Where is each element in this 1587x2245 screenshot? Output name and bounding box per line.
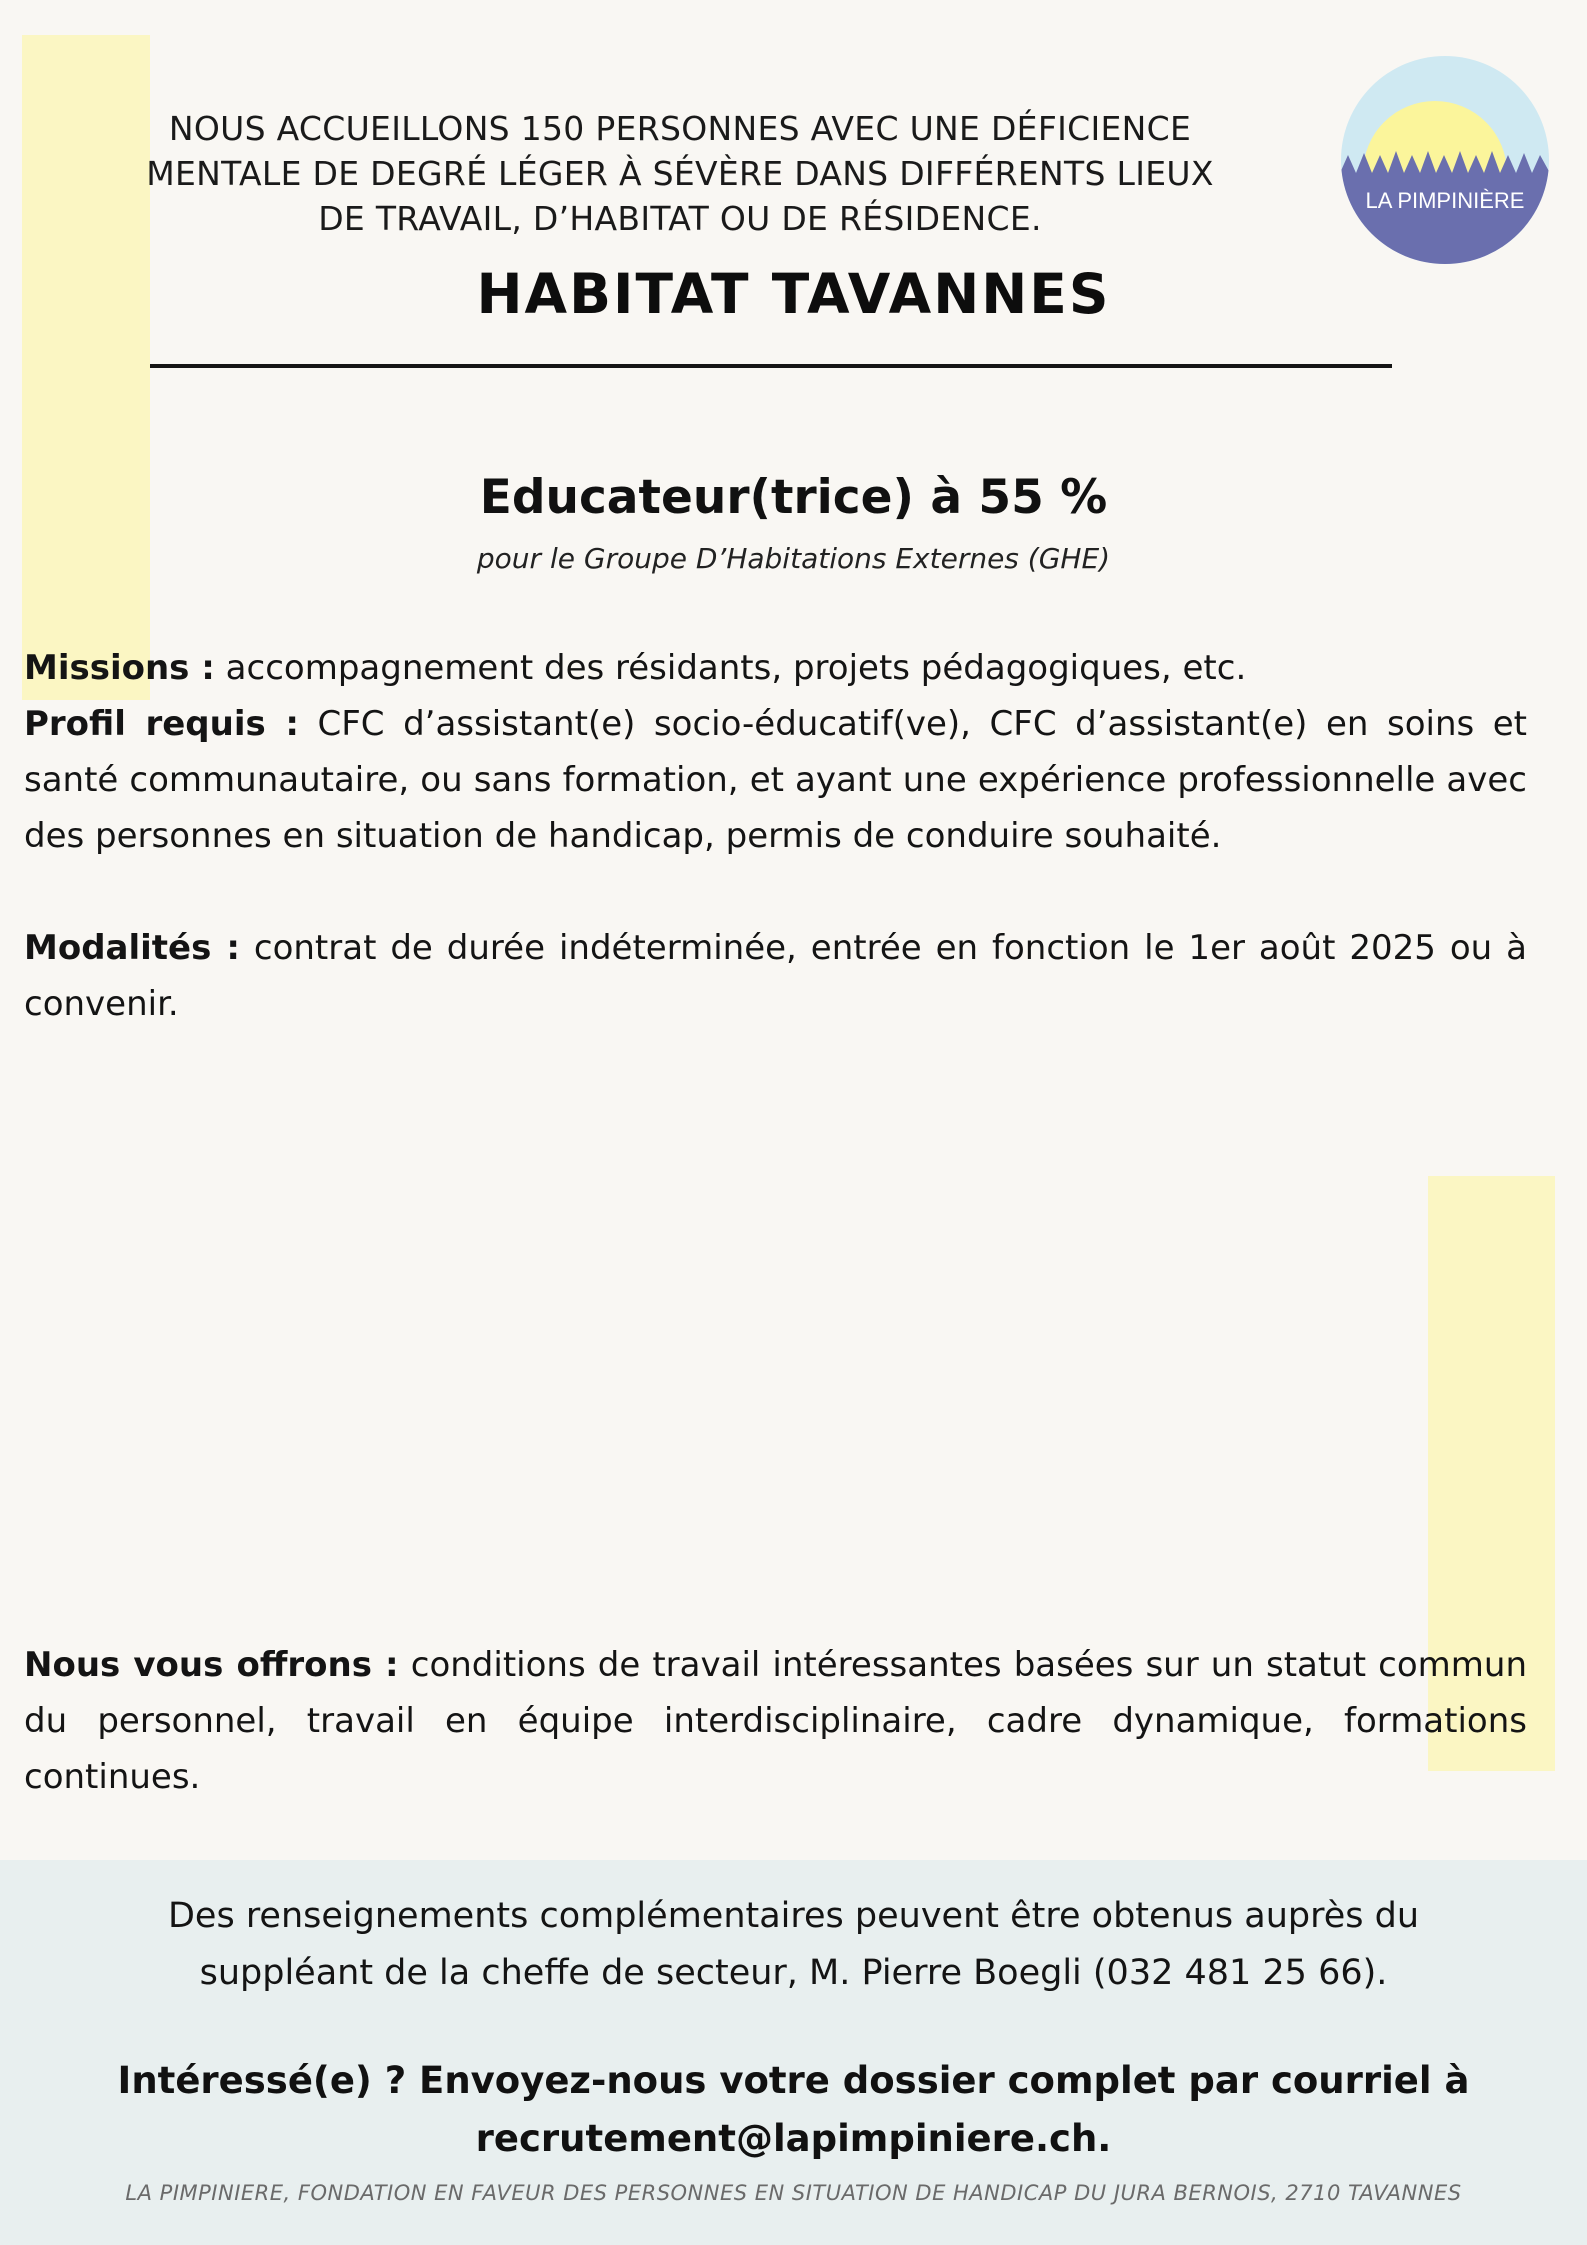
apply-call-to-action: Intéressé(e) ? Envoyez-nous votre dossier complet par courriel à recrutement@lapimpiniere.ch. [117, 2059, 1470, 2160]
job-title: Educateur(trice) à 55 % [479, 470, 1108, 525]
offrons-paragraph [24, 1637, 1527, 1805]
title-divider [150, 364, 1392, 368]
intro-text: NOUS ACCUEILLONS 150 PERSONNES AVEC UNE DÉFICIENCE MENTALE DE DEGRÉ LÉGER À SÉVÈRE DANS DIFFÉRENTS LIEUX DE TRAVAIL, D’HABITAT OU DE RÉSIDENCE. [146, 109, 1214, 238]
modalites-paragraph [24, 920, 1527, 1032]
contact-info-text: Des renseignements complémentaires peuvent être obtenus auprès du suppléant de la cheffe de secteur, M. Pierre Boegli (032 481 25 66). [167, 1896, 1420, 1993]
offrons-text: conditions de travail intéressantes basées sur un statut commun du personnel, travail en équipe interdisciplinaire, cadre dynamique, formations continues. [24, 1645, 1528, 1797]
profil-text: CFC d’assistant(e) socio-éducatif(ve), CFC d’assistant(e) en soins et santé communautaire, ou sans formation, et ayant une expérience professionnelle avec des personnes en situation de handicap, permis de conduire souhaité. [24, 704, 1528, 856]
footer-text: LA PIMPINIERE, FONDATION EN FAVEUR DES PERSONNES EN SITUATION DE HANDICAP DU JURA BERNOIS, 2710 TAVANNES [125, 2181, 1462, 2205]
profil-paragraph [24, 696, 1527, 864]
offrons-label: Nous vous offrons : [24, 1645, 399, 1685]
profil-label: Profil requis : [24, 704, 299, 744]
missions-text: accompagnement des résidants, projets pédagogiques, etc. [225, 648, 1247, 688]
la-pimpiniere-logo [1340, 55, 1550, 265]
missions-label: Missions : [24, 648, 215, 688]
job-subtitle: pour le Groupe D’Habitations Externes (GHE) [476, 542, 1111, 575]
logo-text: LA PIMPINIÈRE [1365, 188, 1525, 213]
modalites-text: contrat de durée indéterminée, entrée en fonction le 1er août 2025 ou à convenir. [24, 928, 1528, 1024]
modalites-label: Modalités : [24, 928, 240, 968]
site-title: HABITAT TAVANNES [476, 262, 1111, 326]
missions-paragraph [24, 640, 1527, 696]
